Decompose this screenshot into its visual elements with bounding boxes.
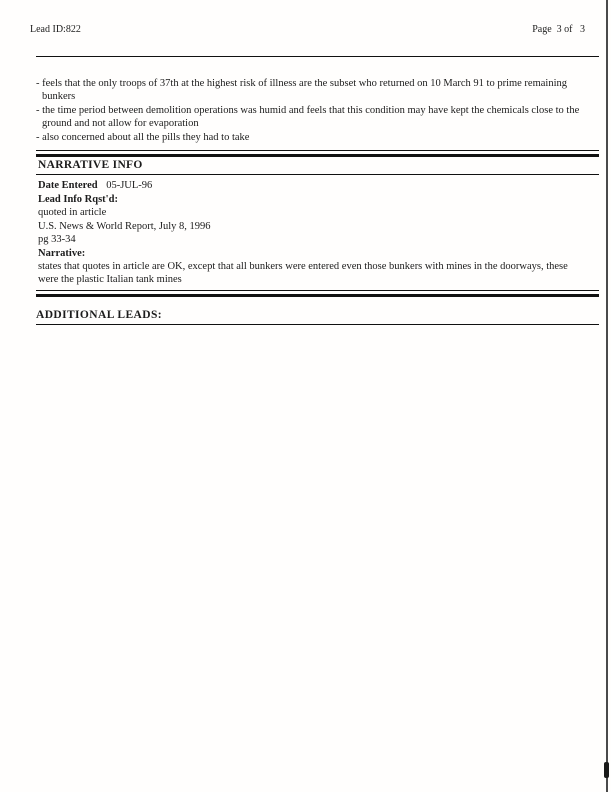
lead-info-line: U.S. News & World Report, July 8, 1996 bbox=[38, 220, 211, 232]
additional-leads-underline bbox=[36, 324, 599, 325]
remark-bullet: - also concerned about all the pills they had to take bbox=[36, 132, 250, 143]
additional-leads-title: ADDITIONAL LEADS: bbox=[36, 309, 162, 321]
document-body bbox=[36, 56, 599, 325]
date-entered-row bbox=[38, 180, 599, 193]
lead-id: Lead ID:822 bbox=[30, 24, 81, 35]
remark-bullet: - feels that the only troops of 37th at the highest risk of illness are the subset who returned on 10 March 91 to prime remaining bunkers bbox=[36, 78, 568, 102]
date-entered-value: 05-JUL-96 bbox=[106, 180, 153, 191]
section-divider-thick bbox=[36, 294, 599, 297]
header-divider bbox=[36, 56, 599, 57]
scan-edge-artifact bbox=[606, 0, 608, 792]
narrative-info-section bbox=[36, 159, 599, 286]
lead-info-line: pg 33-34 bbox=[38, 234, 76, 245]
section-divider-thin bbox=[36, 150, 599, 151]
narrative-title-underline bbox=[36, 174, 599, 175]
page-header bbox=[30, 24, 585, 35]
lead-info-label: Lead Info Rqst'd: bbox=[38, 193, 118, 205]
section-divider-thick bbox=[36, 154, 599, 157]
page-number: Page 3 of 3 bbox=[532, 24, 585, 35]
date-entered-label: Date Entered bbox=[38, 180, 98, 191]
remark-bullet: - the time period between demolition operations was humid and feels that this condition may have kept the chemicals close to the ground and not allow for evaporation bbox=[36, 105, 580, 129]
section-divider-thin bbox=[36, 290, 599, 291]
remarks-section bbox=[36, 77, 599, 144]
narrative-info-title: NARRATIVE INFO bbox=[38, 159, 143, 171]
scan-blot-artifact bbox=[604, 762, 609, 778]
narrative-fields bbox=[38, 180, 599, 286]
lead-info-line: quoted in article bbox=[38, 207, 107, 218]
additional-leads-section bbox=[36, 309, 599, 325]
narrative-text: states that quotes in article are OK, except that all bunkers were entered even those bunkers with mines in the doorways, these were the plastic Italian tank mines bbox=[38, 261, 568, 285]
narrative-label: Narrative: bbox=[38, 247, 86, 259]
